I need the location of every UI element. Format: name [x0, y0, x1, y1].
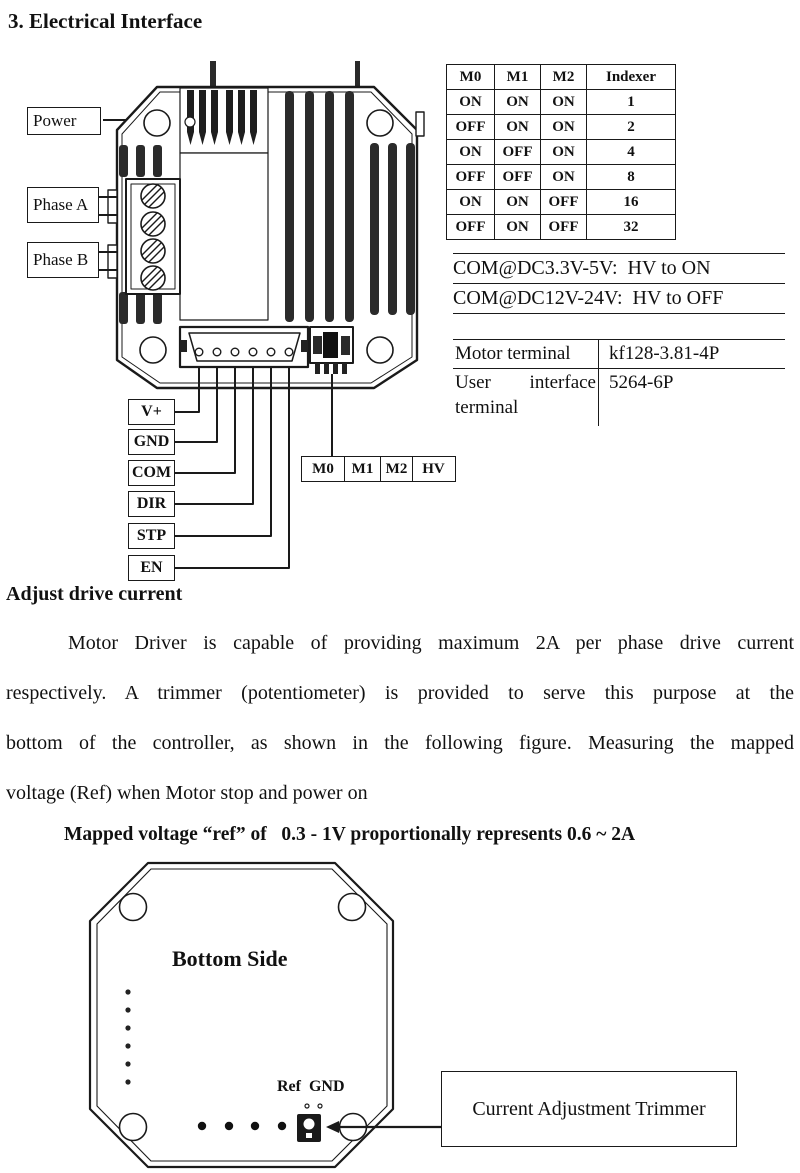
top-pin: [355, 61, 360, 89]
cell: OFF: [447, 115, 495, 140]
terminal-value: 5264-6P: [609, 372, 674, 393]
top-pin: [210, 61, 216, 89]
cell: ON: [495, 90, 541, 115]
table-row: [447, 90, 676, 115]
cell: ON: [495, 215, 541, 240]
indexer-table: [446, 64, 676, 240]
driver-bottom-view-diagram: [85, 855, 460, 1173]
terminal-label: Motor terminal: [453, 340, 599, 369]
mounting-hole: [140, 337, 166, 363]
table-row: [453, 340, 785, 369]
mounting-hole: [144, 110, 170, 136]
pin-label-dir: DIR: [128, 491, 175, 517]
cell: OFF: [495, 140, 541, 165]
power-label: Power: [27, 107, 101, 135]
table-row: [447, 140, 676, 165]
mounting-hole: [120, 1114, 147, 1141]
table-row: [453, 369, 785, 426]
cell: ON: [447, 140, 495, 165]
cell: OFF: [541, 190, 587, 215]
bottom-side-label: Bottom Side: [172, 946, 288, 971]
cell: 4: [587, 140, 676, 165]
cell: ON: [541, 115, 587, 140]
pin-label-com: COM: [128, 460, 175, 486]
com-row: COM@DC12V-24V: HV to OFF: [453, 283, 785, 313]
paragraph-line: bottom of the controller, as shown in the following figure. Measuring the mapped: [6, 732, 794, 754]
terminal-type-table: [453, 339, 785, 426]
cell: OFF: [495, 165, 541, 190]
terminal-value: kf128-3.81-4P: [599, 340, 785, 369]
cell: 32: [587, 215, 676, 240]
cell: OFF: [447, 165, 495, 190]
cell: 2: [587, 115, 676, 140]
pin-label-en: EN: [128, 555, 175, 581]
body-paragraph: [6, 618, 794, 818]
phase-a-stub: [108, 190, 117, 223]
table-row: [447, 190, 676, 215]
paragraph-line: Motor Driver is capable of providing maximum 2A per phase drive current: [68, 632, 794, 654]
paragraph-line: voltage (Ref) when Motor stop and power on: [6, 782, 368, 804]
mode-pin-m1: M1: [345, 457, 381, 481]
ref-gnd-label: Ref GND: [277, 1078, 345, 1095]
mode-pin-m0: M0: [302, 457, 345, 481]
cell: ON: [495, 190, 541, 215]
cell: OFF: [541, 215, 587, 240]
section-heading: Adjust drive current: [6, 583, 183, 605]
cell: 16: [587, 190, 676, 215]
cell: 1: [587, 90, 676, 115]
cell: ON: [541, 165, 587, 190]
terminal-label: User interface terminal: [453, 369, 599, 426]
trimmer-callout-box: Current Adjustment Trimmer: [441, 1071, 737, 1147]
table-row: [447, 115, 676, 140]
com-voltage-table: [453, 253, 785, 314]
col-header: M2: [541, 65, 587, 90]
cell: ON: [541, 90, 587, 115]
page-title: 3. Electrical Interface: [8, 9, 203, 33]
phase-b-stub: [108, 245, 117, 278]
phase-b-label: Phase B: [27, 242, 99, 278]
mode-pin-row: [301, 456, 456, 482]
cell: 8: [587, 165, 676, 190]
cell: ON: [447, 90, 495, 115]
cell: ON: [541, 140, 587, 165]
cell: OFF: [447, 215, 495, 240]
motor-terminal-block: [126, 179, 180, 294]
table-row: [447, 65, 676, 90]
com-row: COM@DC3.3V-5V: HV to ON: [453, 253, 785, 283]
cell: ON: [495, 115, 541, 140]
mapped-voltage-note: Mapped voltage “ref” of 0.3 - 1V proportionally represents 0.6 ~ 2A: [64, 824, 636, 845]
table-row: [447, 215, 676, 240]
user-interface-connector: [180, 327, 308, 367]
mounting-hole: [339, 894, 366, 921]
phase-a-label: Phase A: [27, 187, 99, 223]
current-trimmer: [297, 1114, 321, 1142]
col-header: M0: [447, 65, 495, 90]
cell: ON: [447, 190, 495, 215]
col-header: M1: [495, 65, 541, 90]
panel-hole: [185, 117, 195, 127]
paragraph-line: respectively. A trimmer (potentiometer) is provided to serve this purpose at the: [6, 682, 794, 704]
pin-label-vplus: V+: [128, 399, 175, 425]
mounting-hole: [367, 110, 393, 136]
mounting-hole: [367, 337, 393, 363]
mode-pin-m2: M2: [381, 457, 413, 481]
pin-label-stp: STP: [128, 523, 175, 549]
mounting-hole: [120, 894, 147, 921]
col-header: Indexer: [587, 65, 676, 90]
mode-pin-hv: HV: [422, 460, 445, 477]
side-tab: [416, 112, 424, 136]
table-row: [447, 165, 676, 190]
board-area: [180, 153, 268, 320]
pin-label-gnd: GND: [128, 429, 175, 455]
